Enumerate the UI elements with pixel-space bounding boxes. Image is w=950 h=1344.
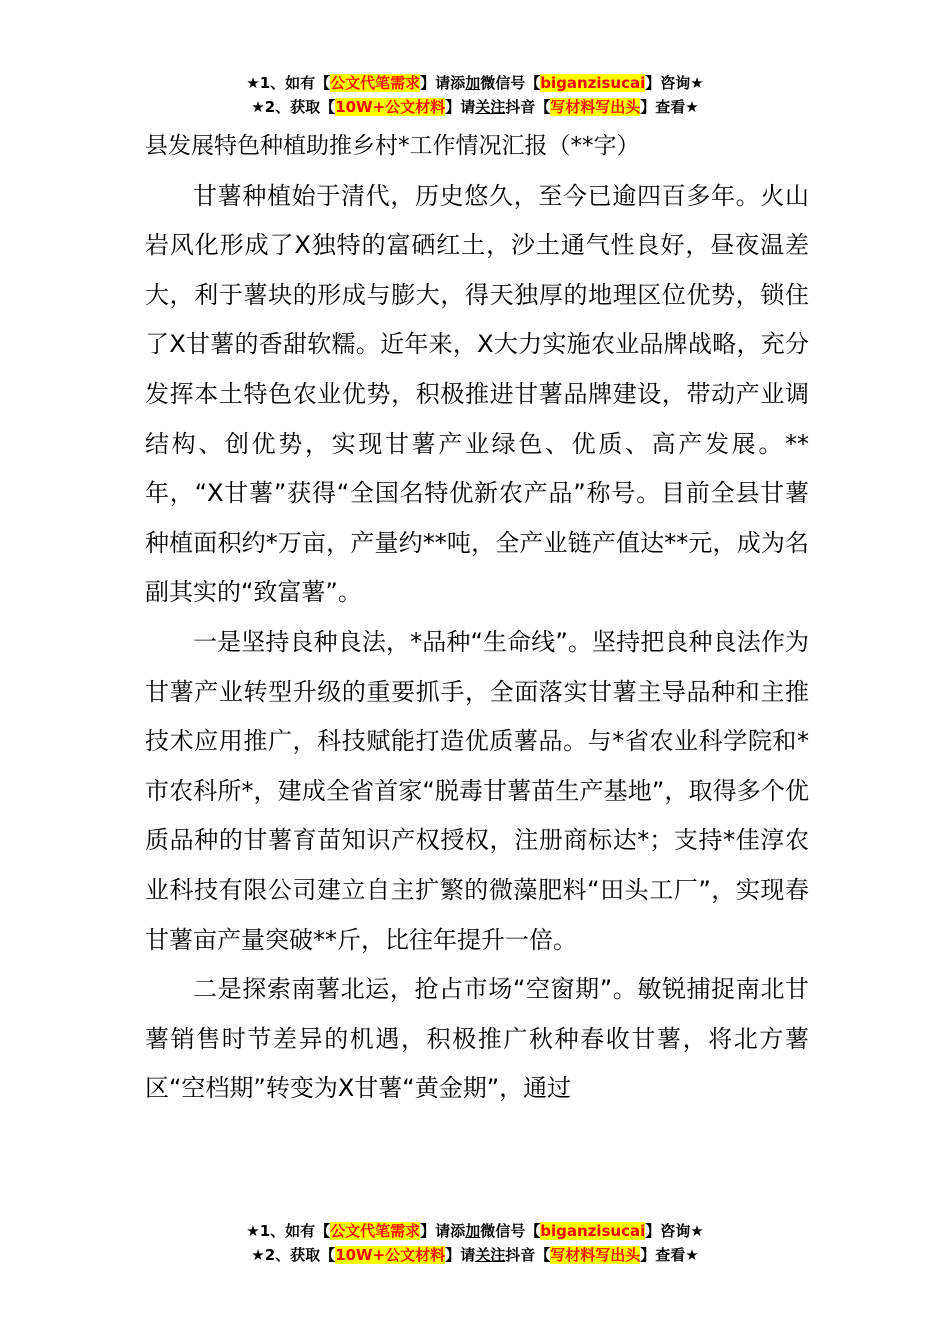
highlight-wechat-id: biganzisucai — [540, 1222, 646, 1240]
highlight-douyin: 写材料写出头 — [550, 1246, 641, 1264]
highlight-wechat-id: biganzisucai — [540, 74, 646, 92]
highlight-service: 公文代笔需求 — [330, 1222, 421, 1240]
highlight-materials: 10W+公文材料 — [335, 98, 446, 116]
document-body — [145, 122, 809, 1114]
promo-line-2: ★2、获取【10W+公文材料】请关注抖音【写材料写出头】查看★ — [251, 98, 699, 116]
promo-banner-top — [0, 71, 950, 119]
promo-line-1: ★1、如有【公文代笔需求】请添加微信号【biganzisucai】咨询★ — [246, 1222, 704, 1240]
highlight-douyin: 写材料写出头 — [550, 98, 641, 116]
promo-line-2: ★2、获取【10W+公文材料】请关注抖音【写材料写出头】查看★ — [251, 1246, 699, 1264]
paragraph-point-2: 二是探索南薯北运，抢占市场“空窗期”。敏锐捕捉南北甘薯销售时节差异的机遇，积极推广秋种春收甘薯，将北方薯区“空档期”转变为X甘薯“黄金期”，通过 — [145, 975, 809, 1103]
paragraph-intro: 甘薯种植始于清代，历史悠久，至今已逾四百多年。火山岩风化形成了X独特的富硒红土，沙土通气性良好，昼夜温差大，利于薯块的形成与膨大，得天独厚的地理区位优势，锁住了X甘薯的香甜软糯。近年来，X大力实施农业品牌战略，充分发挥本土特色农业优势，积极推进甘薯品牌建设，带动产业调结构、创优势，实现甘薯产业绿色、优质、高产发展。**年，“X甘薯”获得“全国名特优新农产品”称号。目前全县甘薯种植面积约*万亩，产量约**吨，全产业链产值达**元，成为名副其实的“致富薯”。 — [145, 181, 809, 607]
highlight-service: 公文代笔需求 — [330, 74, 421, 92]
promo-banner-bottom — [0, 1219, 950, 1267]
promo-line-1: ★1、如有【公文代笔需求】请添加微信号【biganzisucai】咨询★ — [246, 74, 704, 92]
document-title: 县发展特色种植助推乡村*工作情况汇报（**字） — [145, 133, 640, 159]
paragraph-point-1: 一是坚持良种良法，*品种“生命线”。坚持把良种良法作为甘薯产业转型升级的重要抓手，全面落实甘薯主导品种和主推技术应用推广，科技赋能打造优质薯品。与*省农业科学院和*市农科所*，建成全省首家“脱毒甘薯苗生产基地”，取得多个优质品种的甘薯育苗知识产权授权，注册商标达*；支持*佳淳农业科技有限公司建立自主扩繁的微藻肥料“田头工厂”，实现春甘薯亩产量突破**斤，比往年提升一倍。 — [145, 627, 809, 954]
highlight-materials: 10W+公文材料 — [335, 1246, 446, 1264]
